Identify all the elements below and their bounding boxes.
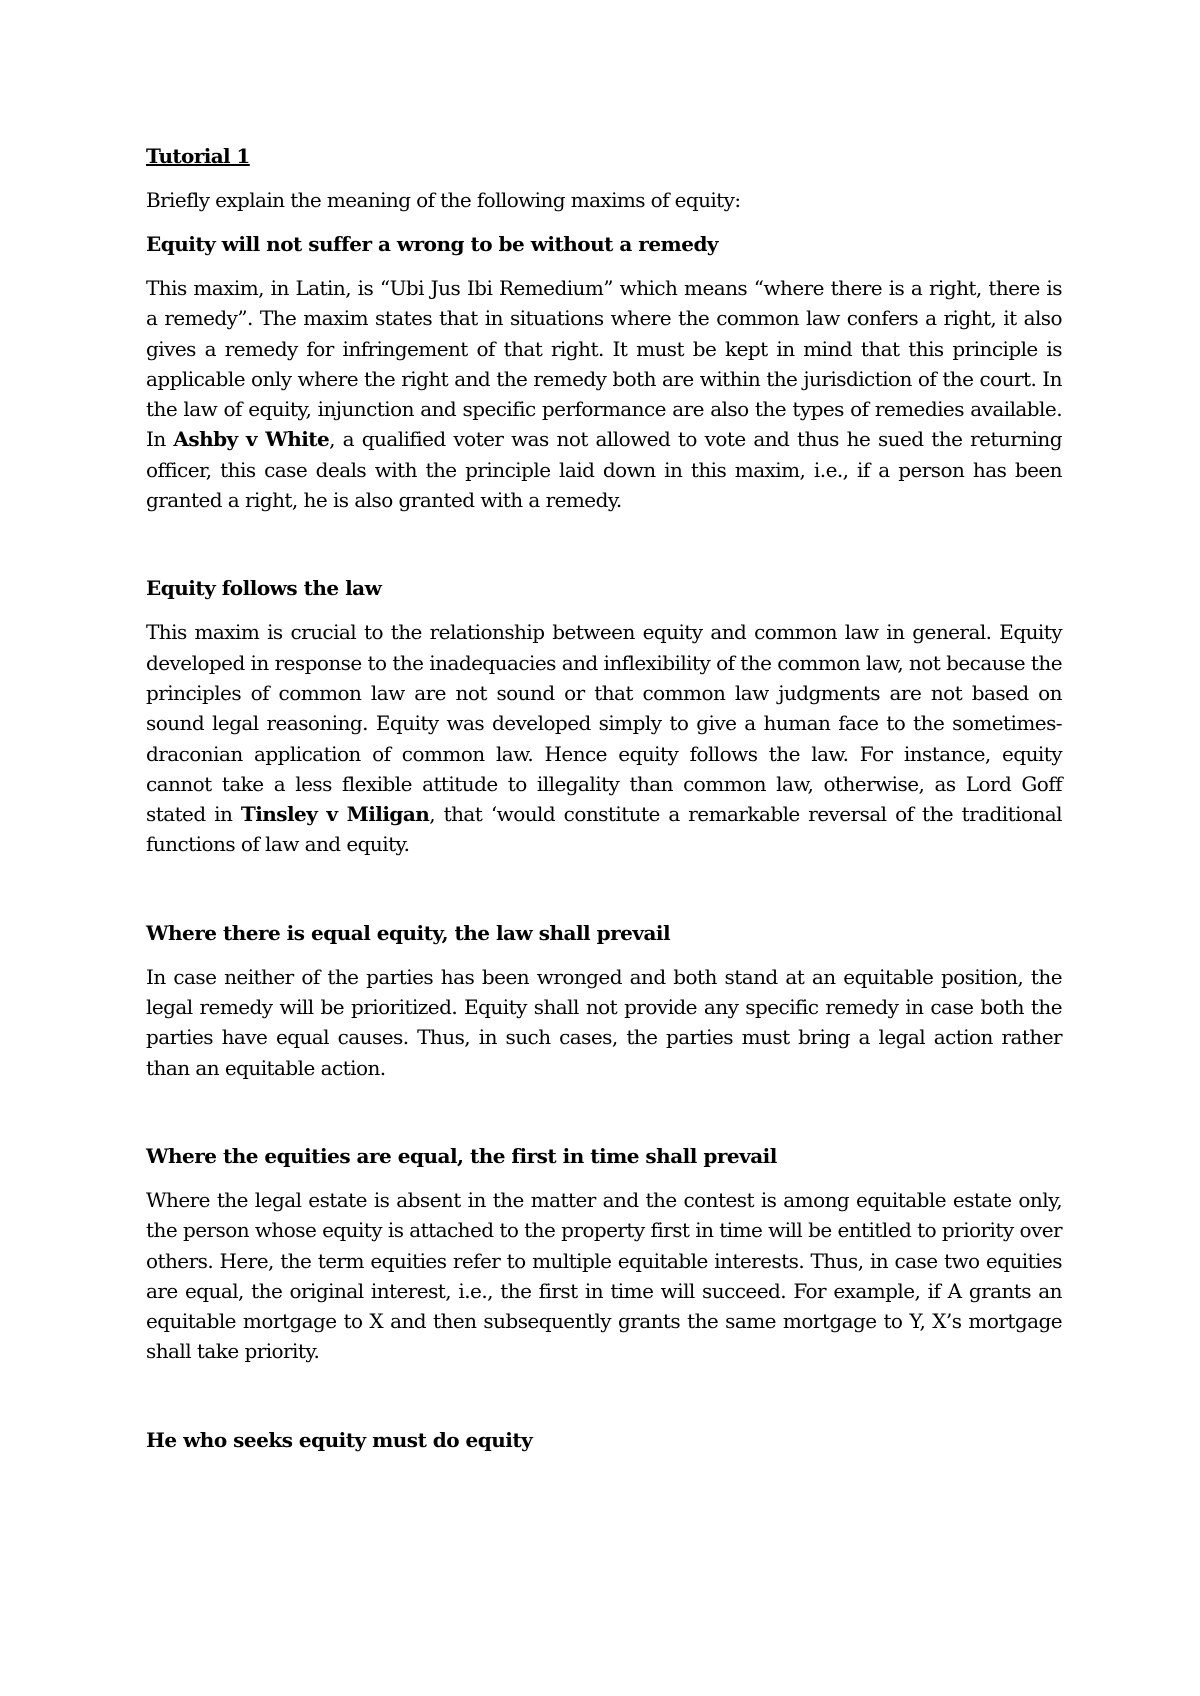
section-heading: Equity follows the law <box>146 576 382 601</box>
paragraph-text: , that ‘would constitute a remarkable reversal of the traditional functions of law and equity. <box>146 802 1062 857</box>
section-heading: Equity will not suffer a wrong to be without a remedy <box>146 232 719 256</box>
section-first-in-time <box>146 1141 1062 1367</box>
section-equal-equity <box>146 918 1062 1083</box>
section-paragraph <box>146 617 1062 859</box>
case-name: Tinsley v Miligan <box>240 802 430 827</box>
section-remedy <box>146 229 1062 515</box>
paragraph-text: This maxim, in Latin, is “Ubi Jus Ibi Remedium” which means “where there is a right, there is a remedy”. The maxim states that in situations where the common law confers a right, it also gives a remedy for infringement of that right. It must be kept in mind that this principle is applicable only where the right and the remedy both are within the jurisdiction of the court. In the law of equity, injunction and specific performance are also the types of remedies available. In <box>146 276 1062 452</box>
section-paragraph: Where the legal estate is absent in the matter and the contest is among equitable estate only, the person whose equity is attached to the property first in time will be entitled to priority over others. Here, the term equities refer to multiple equitable interests. Thus, in case two equities are equal, the original interest, i.e., the first in time will succeed. For example, if A grants an equitable mortgage to X and then subsequently grants the same mortgage to Y, X’s mortgage shall take priority. <box>146 1187 1062 1364</box>
instruction-text: Briefly explain the meaning of the following maxims of equity: <box>146 188 741 212</box>
section-heading: Where there is equal equity, the law shall prevail <box>146 920 671 945</box>
section-paragraph: In case neither of the parties has been wronged and both stand at an equitable position, the legal remedy will be prioritized. Equity shall not provide any specific remedy in case both the parties have equal causes. Thus, in such cases, the parties must bring a legal action rather than an equitable action. <box>146 964 1062 1080</box>
section-paragraph <box>146 273 1062 515</box>
section-heading: He who seeks equity must do equity <box>146 1427 533 1452</box>
document-page <box>146 141 1062 1513</box>
paragraph-text: This maxim is crucial to the relationship between equity and common law in general. Equity developed in response to the inadequacies and inflexibility of the common law, not because the principles of common law are not sound or that common law judgments are not based on sound legal reasoning. Equity was developed simply to give a human face to the sometimes-draconian application of common law. Hence equity follows the law. For instance, equity cannot take a less flexible attitude to illegality than common law, otherwise, as Lord Goff stated in <box>146 620 1062 827</box>
paragraph-text: , a qualified voter was not allowed to vote and thus he sued the returning officer, this case deals with the principle laid down in this maxim, i.e., if a person has been granted a right, he is also granted with a remedy. <box>146 427 1062 513</box>
case-name: Ashby v White <box>173 427 330 452</box>
section-follows-law <box>146 573 1062 859</box>
section-seeks-equity <box>146 1425 1062 1455</box>
section-heading: Where the equities are equal, the first in time shall prevail <box>146 1143 777 1168</box>
page-title: Tutorial 1 <box>146 144 250 168</box>
